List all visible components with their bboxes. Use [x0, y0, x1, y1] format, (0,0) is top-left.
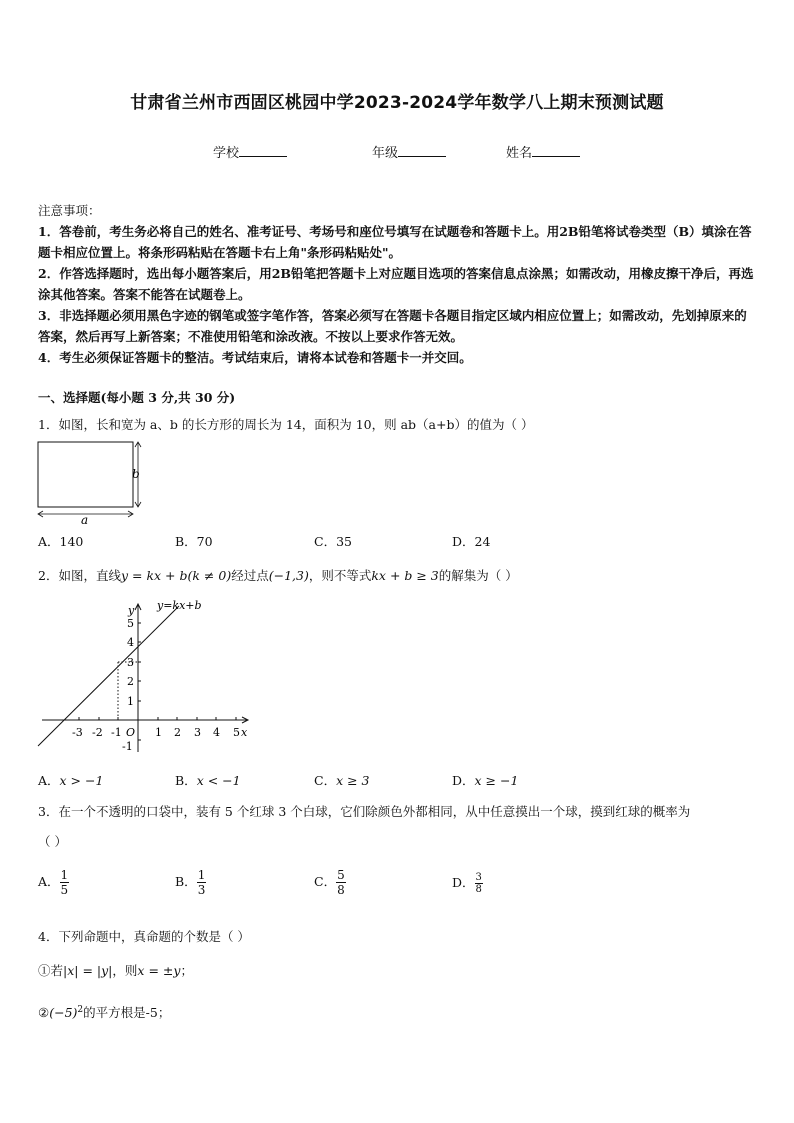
y-tick-2: 2 [127, 675, 134, 688]
q2-mid: 经过点 [231, 568, 269, 583]
q2-point: (−1,3) [268, 568, 309, 583]
x-tick-5: 5 [233, 726, 240, 739]
question-3-line1: 3．在一个不透明的口袋中，装有 5 个红球 3 个白球，它们除颜色外都相同，从中任意摸出一个球，摸到红球的概率为 [38, 804, 691, 819]
x-tick-1: 1 [155, 726, 162, 739]
q1-option-a: A．140 [38, 534, 84, 549]
notice-heading: 注意事项： [38, 203, 101, 218]
notice-item-3: 3．非选择题必须用黑色字迹的钢笔或签字笔作答，答案必须写在答题卡各题目指定区域内相应位置上；如需改动，先划掉原来的答案，然后再写上新答案；不准使用铅笔和涂改液。不按以上要求作答无效。 [38, 308, 747, 344]
grade-blank [398, 144, 446, 157]
notice-item-4: 4．考生必须保证答题卡的整洁。考试结束后，请将本试卷和答题卡一并交回。 [38, 350, 472, 365]
question-2-text [38, 566, 518, 584]
q2-option-c: C．x ≥ 3 [314, 773, 370, 788]
grade-field [372, 142, 446, 161]
label-b: b [132, 467, 140, 481]
page-title: 甘肃省兰州市西固区桃园中学2023-2024学年数学八上期末预测试题 [130, 93, 664, 113]
x-tick--1: -1 [111, 726, 122, 739]
q1-option-d: D．24 [452, 534, 491, 549]
y-axis-label: y [128, 604, 135, 617]
question-3-line2: （ ） [38, 834, 67, 849]
school-label: 学校 [213, 146, 240, 161]
school-blank [239, 144, 287, 157]
q4-statement-2: $②(-5)^2$的平方根是-5； [38, 1004, 171, 1020]
q2-post: 的解集为（ ） [438, 568, 518, 583]
y-tick-3: 3 [127, 656, 134, 669]
label-a: a [81, 513, 89, 526]
x-axis-label: x [241, 726, 248, 739]
grade-label: 年级 [372, 146, 399, 161]
q2-inequality: kx + b ≥ 3 [371, 568, 439, 583]
q2-pre: 2．如图，直线 [38, 568, 121, 583]
school-field [213, 142, 287, 161]
q3-option-c: C． $\frac{5}{8}$ [314, 868, 345, 897]
y-tick-1: 1 [127, 695, 134, 708]
question-4-text: 4．下列命题中，真命题的个数是（ ） [38, 929, 250, 944]
q2-option-d: D．x ≥ −1 [452, 773, 519, 788]
question-1-text: 1．如图，长和宽为 a、b 的长方形的周长为 14，面积为 10，则 ab（a+b）的值为（ ） [38, 417, 534, 432]
x-tick-2: 2 [174, 726, 181, 739]
y-tick-4: 4 [127, 636, 134, 649]
y-tick--1: -1 [122, 740, 133, 753]
q1-option-c: C．35 [314, 534, 352, 549]
name-field [506, 142, 580, 161]
q2-option-b: B．x < −1 [175, 773, 241, 788]
q2-equation: y = kx + b(k ≠ 0) [120, 568, 232, 583]
x-tick--3: -3 [72, 726, 83, 739]
name-blank [532, 144, 580, 157]
q1-option-b: B．70 [175, 534, 213, 549]
notice-item-2: 2．作答选择题时，选出每小题答案后，用2B铅笔把答题卡上对应题目选项的答案信息点涂黑；如需改动，用橡皮擦干净后，再选涂其他答案。答案不能答在试题卷上。 [38, 266, 754, 302]
q3-option-d: D． $\frac{3}{8}$ [452, 872, 482, 895]
line-graph [34, 594, 264, 759]
notice-section [38, 200, 758, 368]
q3-option-a: A． $\frac{1}{5}$ [38, 868, 69, 897]
name-label: 姓名 [506, 146, 533, 161]
section-heading: 一、选择题(每小题 3 分,共 30 分) [38, 390, 236, 405]
rectangle-figure [34, 436, 154, 526]
q3-option-b: B． $\frac{1}{3}$ [175, 868, 206, 897]
q4-statement-1: ①若|x| = |y|，则x = ±y； [38, 963, 193, 978]
notice-item-1: 1．答卷前，考生务必将自己的姓名、准考证号、考场号和座位号填写在试题卷和答题卡上。用2B铅笔将试卷类型（B）填涂在答题卡相应位置上。将条形码粘贴在答题卡右上角"条形码粘贴处"。 [38, 224, 752, 260]
y-tick-5: 5 [127, 617, 134, 630]
x-tick-4: 4 [213, 726, 220, 739]
q2-option-a: A．x > −1 [38, 773, 104, 788]
origin-label: O [126, 726, 136, 739]
q2-mid2: ，则不等式 [308, 568, 372, 583]
line-label: y=kx+b [157, 599, 202, 612]
x-tick-3: 3 [194, 726, 201, 739]
x-tick--2: -2 [92, 726, 103, 739]
